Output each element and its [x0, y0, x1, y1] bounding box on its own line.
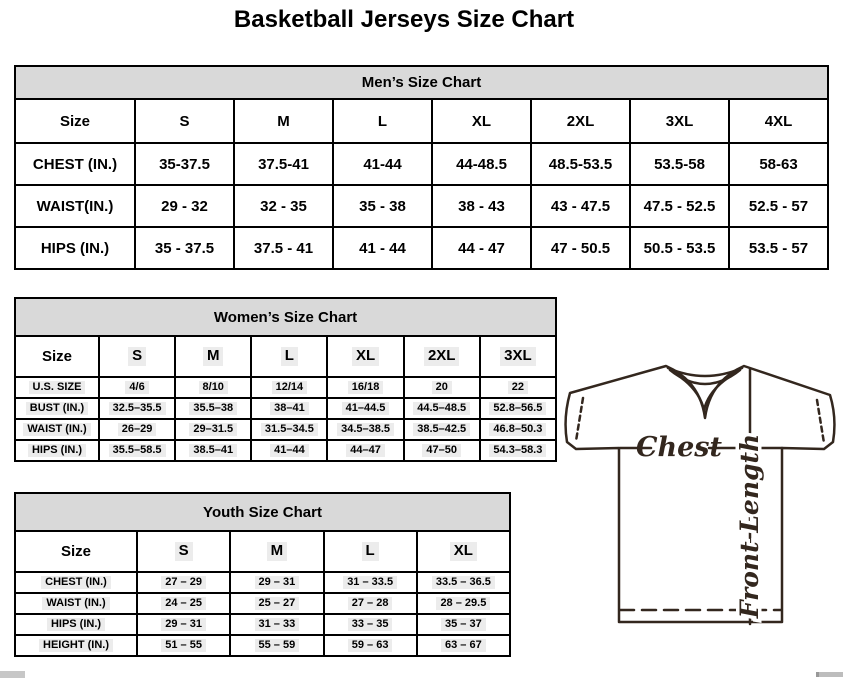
mens-row-label-cell: CHEST (IN.): [15, 143, 135, 185]
youth-size-header-cell: [417, 531, 510, 572]
womens-value-cell: [251, 377, 327, 398]
cell-text: 54.3–58.3: [489, 444, 546, 458]
chest-label: Chest: [636, 432, 722, 463]
mens-size-header-cell: 4XL: [729, 99, 828, 143]
womens-value-cell: [480, 377, 556, 398]
cell-text: 55 – 59: [255, 639, 300, 653]
cell-text: 41–44.5: [342, 402, 390, 416]
womens-value-cell: [480, 398, 556, 419]
mens-size-header-cell: S: [135, 99, 234, 143]
cell-text: XL: [450, 542, 477, 561]
cell-text: 28 – 29.5: [436, 597, 490, 611]
mens-value-cell: 53.5-58: [630, 143, 729, 185]
youth-table-row: [15, 614, 510, 635]
jersey-icon: [560, 360, 840, 632]
womens-value-cell: [175, 398, 251, 419]
womens-value-cell: [99, 440, 175, 461]
mens-value-cell: 53.5 - 57: [729, 227, 828, 269]
womens-value-cell: [327, 398, 403, 419]
mens-table-row: [15, 185, 828, 227]
womens-value-cell: [175, 377, 251, 398]
womens-size-table: [14, 297, 557, 462]
youth-value-cell: [137, 635, 230, 656]
womens-value-cell: [99, 377, 175, 398]
womens-value-cell: [327, 419, 403, 440]
cell-text: BUST (IN.): [26, 402, 88, 416]
youth-size-header-cell: [230, 531, 323, 572]
mens-value-cell: 47.5 - 52.5: [630, 185, 729, 227]
womens-value-cell: [327, 440, 403, 461]
mens-value-cell: 35 - 38: [333, 185, 432, 227]
youth-size-corner-cell: Size: [15, 531, 137, 572]
page-title: Basketball Jerseys Size Chart: [233, 6, 575, 33]
womens-value-cell: [251, 398, 327, 419]
cell-text: HIPS (IN.): [47, 618, 105, 632]
mens-value-cell: 50.5 - 53.5: [630, 227, 729, 269]
youth-size-header-cell: [324, 531, 417, 572]
cell-text: 52.8–56.5: [489, 402, 546, 416]
cell-text: 38–41: [270, 402, 309, 416]
youth-value-cell: [324, 614, 417, 635]
left-cuff-dashed-line: [576, 398, 583, 441]
mens-value-cell: 43 - 47.5: [531, 185, 630, 227]
cell-text: 32.5–35.5: [109, 402, 166, 416]
mens-value-cell: 47 - 50.5: [531, 227, 630, 269]
cell-text: 59 – 63: [348, 639, 393, 653]
womens-row-label-cell: [15, 377, 99, 398]
womens-size-header-cell: [99, 336, 175, 377]
cell-text: XL: [352, 347, 379, 366]
youth-size-header-cell: [137, 531, 230, 572]
cell-text: 12/14: [272, 381, 308, 395]
mens-row-label-cell: WAIST(IN.): [15, 185, 135, 227]
mens-value-cell: 37.5 - 41: [234, 227, 333, 269]
mens-value-cell: 38 - 43: [432, 185, 531, 227]
womens-size-header-cell: [327, 336, 403, 377]
womens-value-cell: [480, 440, 556, 461]
right-cuff-dashed-line: [817, 400, 824, 443]
mens-value-cell: 41 - 44: [333, 227, 432, 269]
cell-text: 22: [508, 381, 528, 395]
cell-text: 20: [432, 381, 452, 395]
womens-value-cell: [404, 377, 480, 398]
mens-size-corner-cell: Size: [15, 99, 135, 143]
mens-value-cell: 44 - 47: [432, 227, 531, 269]
cell-text: 47–50: [422, 444, 461, 458]
womens-value-cell: [175, 440, 251, 461]
womens-row-label-cell: [15, 419, 99, 440]
horizontal-scrollbar-thumb-right[interactable]: [816, 672, 843, 677]
womens-size-header-cell: [175, 336, 251, 377]
cell-text: WAIST (IN.): [23, 423, 90, 437]
youth-table-row: [15, 572, 510, 593]
youth-table-row: [15, 593, 510, 614]
cell-text: 35.5–58.5: [109, 444, 166, 458]
youth-row-label-cell: [15, 593, 137, 614]
cell-text: 24 – 25: [161, 597, 206, 611]
mens-value-cell: 48.5-53.5: [531, 143, 630, 185]
cell-text: L: [281, 347, 298, 366]
cell-text: 27 – 28: [348, 597, 393, 611]
youth-value-cell: [230, 635, 323, 656]
womens-row-label-cell: [15, 440, 99, 461]
womens-table-row: [15, 398, 556, 419]
womens-table-row: [15, 440, 556, 461]
cell-text: CHEST (IN.): [41, 576, 111, 590]
mens-size-table: [14, 65, 829, 270]
womens-value-cell: [327, 377, 403, 398]
cell-text: 27 – 29: [161, 576, 206, 590]
womens-value-cell: [480, 419, 556, 440]
jersey-outline: [566, 366, 835, 622]
cell-text: 29–31.5: [189, 423, 237, 437]
youth-value-cell: [417, 572, 510, 593]
mens-size-header-cell: XL: [432, 99, 531, 143]
womens-table-row: [15, 377, 556, 398]
mens-value-cell: 41-44: [333, 143, 432, 185]
cell-text: 2XL: [424, 347, 460, 366]
cell-text: 35 – 37: [441, 618, 486, 632]
cell-text: 46.8–50.3: [489, 423, 546, 437]
cell-text: M: [203, 347, 224, 366]
cell-text: HEIGHT (IN.): [39, 639, 113, 653]
womens-value-cell: [404, 419, 480, 440]
cell-text: WAIST (IN.): [42, 597, 109, 611]
cell-text: 33 – 35: [348, 618, 393, 632]
mens-table-row: [15, 143, 828, 185]
mens-value-cell: 32 - 35: [234, 185, 333, 227]
womens-row-label-cell: [15, 398, 99, 419]
youth-row-label-cell: [15, 572, 137, 593]
womens-size-header-cell: [480, 336, 556, 377]
mens-row-label-cell: HIPS (IN.): [15, 227, 135, 269]
youth-value-cell: [324, 635, 417, 656]
womens-size-corner-cell: Size: [15, 336, 99, 377]
cell-text: 16/18: [348, 381, 384, 395]
mens-value-cell: 37.5-41: [234, 143, 333, 185]
womens-value-cell: [175, 419, 251, 440]
mens-size-header-cell: M: [234, 99, 333, 143]
youth-value-cell: [324, 593, 417, 614]
mens-table-row: [15, 227, 828, 269]
womens-value-cell: [99, 398, 175, 419]
womens-value-cell: [251, 419, 327, 440]
youth-value-cell: [417, 593, 510, 614]
cell-text: 33.5 – 36.5: [432, 576, 495, 590]
cell-text: S: [128, 347, 146, 366]
youth-value-cell: [230, 593, 323, 614]
cell-text: 63 – 67: [441, 639, 486, 653]
cell-text: M: [267, 542, 288, 561]
womens-value-cell: [251, 440, 327, 461]
youth-value-cell: [137, 593, 230, 614]
womens-table-title: Women’s Size Chart: [15, 298, 556, 336]
youth-value-cell: [324, 572, 417, 593]
mens-value-cell: 44-48.5: [432, 143, 531, 185]
cell-text: 29 – 31: [255, 576, 300, 590]
youth-value-cell: [417, 635, 510, 656]
cell-text: 3XL: [500, 347, 536, 366]
womens-size-header-cell: [404, 336, 480, 377]
cell-text: 25 – 27: [255, 597, 300, 611]
cell-text: 31 – 33: [255, 618, 300, 632]
cell-text: 44–47: [346, 444, 385, 458]
womens-size-header-cell: [251, 336, 327, 377]
horizontal-scrollbar-thumb-left[interactable]: [0, 671, 25, 678]
youth-size-table: [14, 492, 511, 657]
mens-size-header-cell: L: [333, 99, 432, 143]
cell-text: 44.5–48.5: [413, 402, 470, 416]
cell-text: HIPS (IN.): [28, 444, 86, 458]
youth-value-cell: [137, 614, 230, 635]
womens-value-cell: [404, 398, 480, 419]
mens-value-cell: 58-63: [729, 143, 828, 185]
youth-row-label-cell: [15, 614, 137, 635]
cell-text: 31.5–34.5: [261, 423, 318, 437]
youth-value-cell: [417, 614, 510, 635]
jersey-measurement-diagram: [560, 360, 840, 632]
mens-value-cell: 52.5 - 57: [729, 185, 828, 227]
cell-text: 29 – 31: [161, 618, 206, 632]
cell-text: 34.5–38.5: [337, 423, 394, 437]
mens-value-cell: 29 - 32: [135, 185, 234, 227]
cell-text: 38.5–42.5: [413, 423, 470, 437]
cell-text: 31 – 33.5: [343, 576, 397, 590]
youth-value-cell: [230, 572, 323, 593]
cell-text: 26–29: [118, 423, 157, 437]
youth-value-cell: [230, 614, 323, 635]
womens-value-cell: [404, 440, 480, 461]
youth-table-title: Youth Size Chart: [15, 493, 510, 531]
youth-row-label-cell: [15, 635, 137, 656]
collar-v-inner: [673, 372, 737, 410]
mens-size-header-cell: 2XL: [531, 99, 630, 143]
cell-text: 4/6: [125, 381, 148, 395]
cell-text: 51 – 55: [161, 639, 206, 653]
cell-text: L: [362, 542, 379, 561]
youth-table-row: [15, 635, 510, 656]
womens-value-cell: [99, 419, 175, 440]
womens-table-row: [15, 419, 556, 440]
cell-text: 35.5–38: [189, 402, 237, 416]
cell-text: U.S. SIZE: [29, 381, 86, 395]
front-length-label: Front Length: [735, 433, 764, 619]
mens-table-title: Men’s Size Chart: [15, 66, 828, 99]
cell-text: 41–44: [270, 444, 309, 458]
cell-text: 38.5–41: [189, 444, 237, 458]
mens-value-cell: 35 - 37.5: [135, 227, 234, 269]
cell-text: 8/10: [199, 381, 228, 395]
mens-size-header-cell: 3XL: [630, 99, 729, 143]
youth-value-cell: [137, 572, 230, 593]
cell-text: S: [175, 542, 193, 561]
mens-value-cell: 35-37.5: [135, 143, 234, 185]
